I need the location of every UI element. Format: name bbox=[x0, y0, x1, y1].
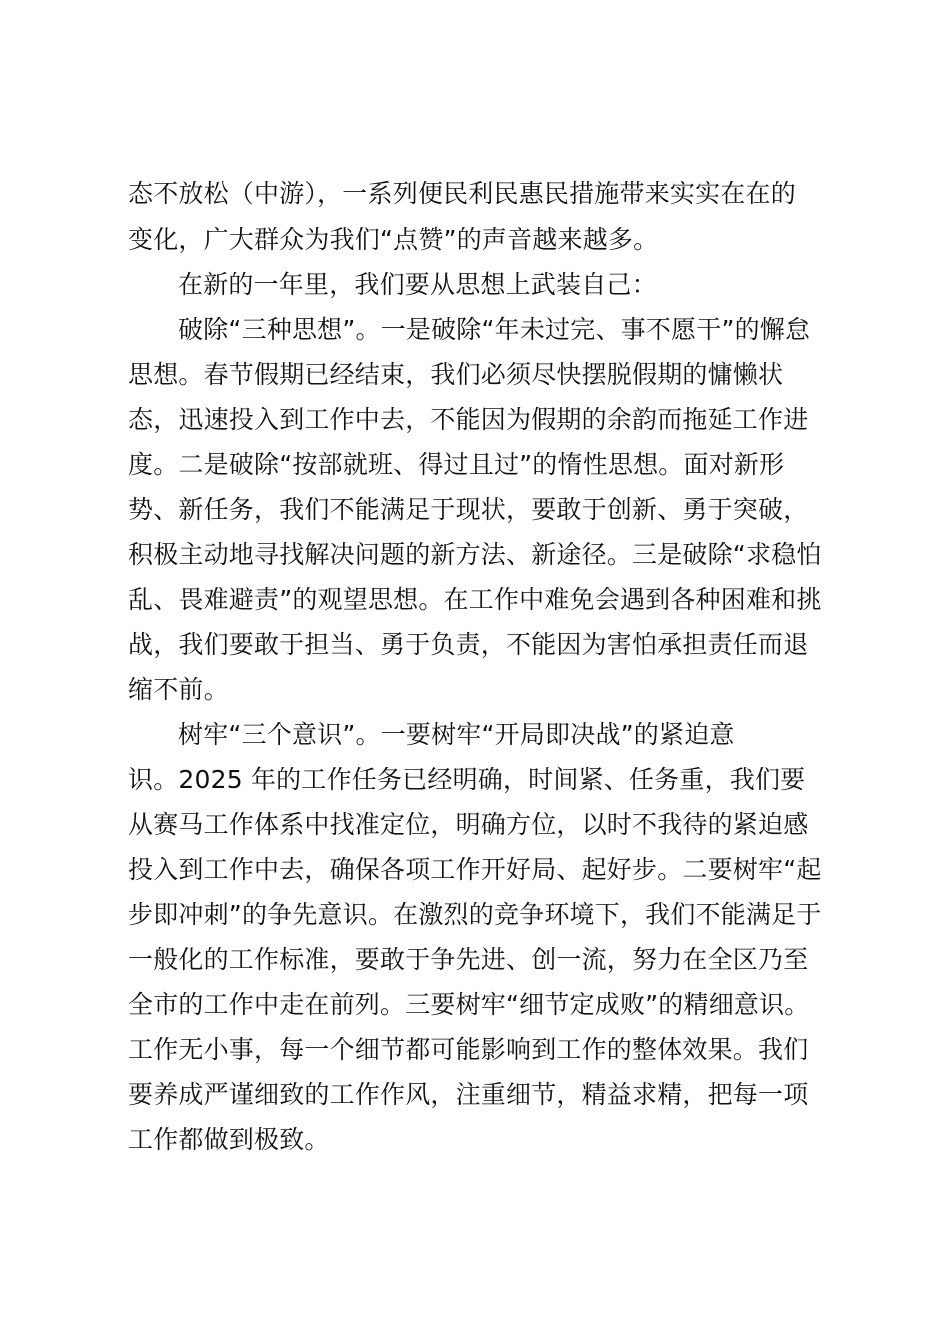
paragraph-start-line: 在新的一年里，我们要从思想上武装自己： bbox=[178, 270, 657, 299]
text-line: 工作无小事，每一个细节都可能影响到工作的整体效果。我们 bbox=[128, 1035, 809, 1064]
text-line: 态，迅速投入到工作中去，不能因为假期的余韵而拖延工作进 bbox=[128, 405, 809, 434]
text-line: 思想。春节假期已经结束，我们必须尽快摆脱假期的慵懒状 bbox=[128, 360, 784, 389]
text-line: 势、新任务，我们不能满足于现状，要敢于创新、勇于突破， bbox=[128, 495, 809, 524]
text-line: 态不放松（中游），一系列便民利民惠民措施带来实实在在的 bbox=[128, 179, 796, 208]
text-line: 战，我们要敢于担当、勇于负责，不能因为害怕承担责任而退 bbox=[128, 630, 809, 659]
text-line: 乱、畏难避责”的观望思想。在工作中难免会遇到各种困难和挑 bbox=[128, 585, 822, 614]
text-line: 积极主动地寻找解决问题的新方法、新途径。三是破除“求稳怕 bbox=[128, 540, 822, 569]
text-line: 投入到工作中去，确保各项工作开好局、起好步。二要树牢“起 bbox=[128, 855, 822, 884]
text-line: 识。2025 年的工作任务已经明确，时间紧、任务重，我们要 bbox=[128, 765, 806, 794]
text-line: 从赛马工作体系中找准定位，明确方位，以时不我待的紧迫感 bbox=[128, 810, 809, 839]
text-line: 全市的工作中走在前列。三要树牢“细节定成败”的精细意识。 bbox=[128, 990, 810, 1019]
text-line: 变化，广大群众为我们“点赞”的声音越来越多。 bbox=[128, 225, 659, 254]
text-line: 要养成严谨细致的工作作风，注重细节，精益求精，把每一项 bbox=[128, 1080, 809, 1109]
text-line: 工作都做到极致。 bbox=[128, 1125, 330, 1154]
text-line: 一般化的工作标准，要敢于争先进、创一流，努力在全区乃至 bbox=[128, 945, 809, 974]
paragraph-start-line: 破除“三种思想”。一是破除“年未过完、事不愿干”的懈怠 bbox=[178, 315, 811, 344]
text-line: 度。二是破除“按部就班、得过且过”的惰性思想。面对新形 bbox=[128, 450, 785, 479]
text-line: 步即冲刺”的争先意识。在激烈的竞争环境下，我们不能满足于 bbox=[128, 900, 822, 929]
text-line: 缩不前。 bbox=[128, 675, 229, 704]
paragraph-start-line: 树牢“三个意识”。一要树牢“开局即决战”的紧迫意 bbox=[178, 720, 735, 749]
